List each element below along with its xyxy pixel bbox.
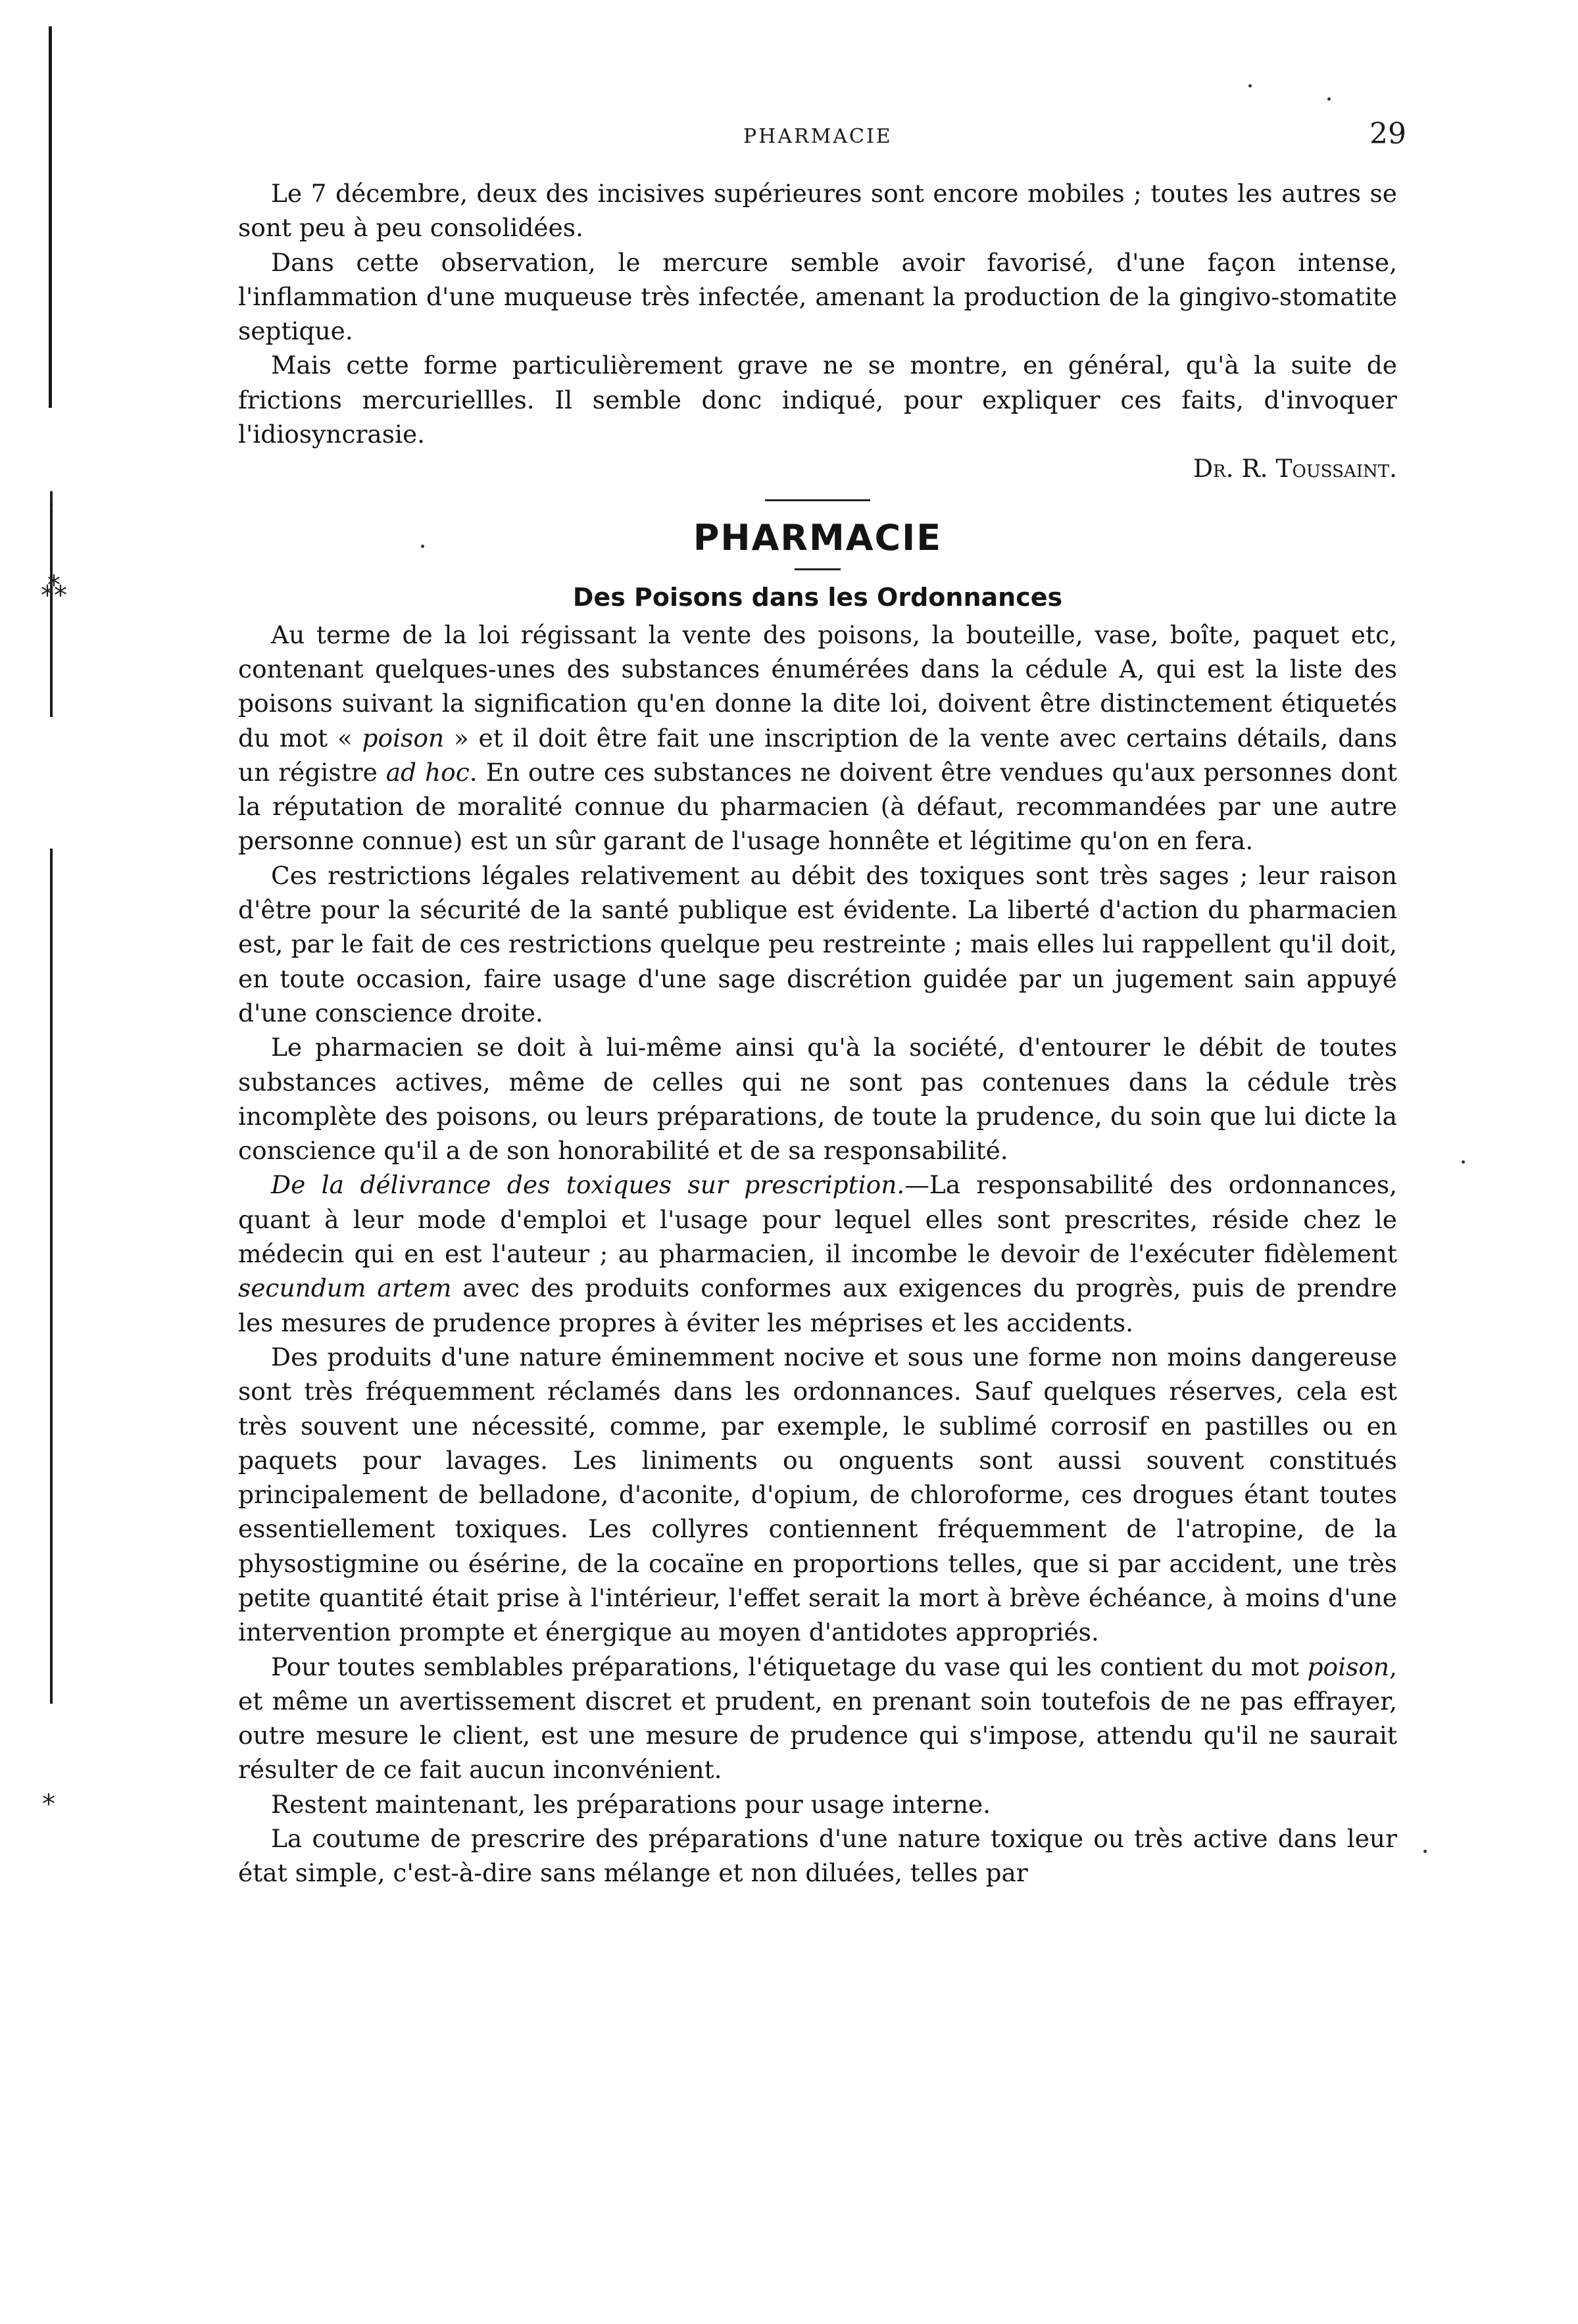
- margin-mark: !: [46, 487, 57, 517]
- title-underline: [795, 568, 841, 570]
- running-head: PHARMACIE: [743, 125, 893, 148]
- paragraph: La coutume de prescrire des préparations d'une nature toxique ou très active dans leur état simple, c'est-à-dire sans mélange et non diluées, telles par: [238, 1824, 1397, 1888]
- paragraph: Restent maintenant, les préparations pour usage interne.: [271, 1789, 991, 1819]
- binding-edge-line: [50, 849, 53, 1704]
- text-column: [238, 176, 1397, 1891]
- paragraph: Le 7 décembre, deux des incisives supérieures sont encore mobiles ; toutes les autres se sont peu à peu consolidées.: [238, 179, 1397, 243]
- section-title: PHARMACIE: [693, 516, 943, 558]
- author-signature: Dr. R. Toussaint.: [1193, 454, 1397, 483]
- binding-edge-line: [49, 26, 52, 408]
- speck: [1423, 1850, 1427, 1853]
- section-divider: [765, 499, 870, 501]
- paragraph: Dans cette observation, le mercure semble avoir favorisé, d'une façon intense, l'inflammation d'une muqueuse très infectée, amenant la production de la gingivo-stomatite septique.: [238, 247, 1397, 346]
- inline-heading: De la délivrance des toxiques sur prescription.: [271, 1170, 905, 1200]
- paragraph: De la délivrance des toxiques sur prescription.—La responsabilité des ordonnances, quant à leur mode d'emploi et l'usage pour lequel elles sont prescrites, réside chez le médecin qui en est l'auteur ; au pharmacien, il incombe le devoir de l'exécuter fidèlement secundum artem avec des produits conformes aux exigences du progrès, puis de prendre les mesures de prudence propres à éviter les méprises et les accidents.: [238, 1170, 1397, 1337]
- margin-mark: ⁂: [41, 572, 67, 603]
- margin-mark: *: [42, 1789, 55, 1819]
- paragraph: Au terme de la loi régissant la vente des poisons, la bouteille, vase, boîte, paquet etc, contenant quelques-unes des substances énumérées dans la cédule A, qui est la liste des poisons suivant la signification qu'en donne la dite loi, doivent être distinctement étiquetés du mot « poison » et il doit être fait une inscription de la vente avec certains détails, dans un régistre ad hoc. En outre ces substances ne doivent être vendues qu'aux personnes dont la réputation de moralité connue du pharmacien (à défaut, recommandées par une autre personne connue) est un sûr garant de l'usage honnête et légitime qu'on en fera.: [238, 620, 1398, 856]
- speck: [1462, 1160, 1465, 1164]
- paragraph: Ces restrictions légales relativement au débit des toxiques sont très sages ; leur raison d'être pour la sécurité de la santé publique est évidente. La liberté d'action du pharmacien est, par le fait de ces restrictions quelque peu restreinte ; mais elles lui rappellent qu'il doit, en toute occasion, faire usage d'une sage discrétion guidée par un jugement sain appuyé d'une conscience droite.: [238, 860, 1397, 1027]
- paragraph: Le pharmacien se doit à lui-même ainsi qu'à la société, d'entourer le débit de toutes substances actives, même de celles qui ne sont pas contenues dans la cédule très incomplète des poisons, ou leurs préparations, de toute la prudence, du soin que lui dicte la conscience qu'il a de son honorabilité et de sa responsabilité.: [238, 1033, 1397, 1166]
- signature-line: [238, 451, 1397, 485]
- page-number: 29: [1369, 117, 1406, 151]
- paragraph: Des produits d'une nature éminemment nocive et sous une forme non moins dangereuse sont très fréquemment réclamés dans les ordonnances. Sauf quelques réserves, cela est très souvent une nécessité, comme, par exemple, le sublimé corrosif en pastilles ou en paquets pour lavages. Les liniments ou onguents sont aussi souvent constitués principalement de belladone, d'aconite, d'opium, de chloroforme, ces drogues étant toutes essentiellement toxiques. Les collyres contiennent fréquemment de l'atropine, de la physostigmine ou ésérine, de la cocaïne en proportions telles, que si par accident, une très petite quantité était prise à l'intérieur, l'effet serait la mort à brève échéance, à moins d'une intervention prompte et énergique au moyen d'antidotes appropriés.: [238, 1342, 1397, 1647]
- binding-edge-line: [50, 500, 53, 717]
- article-title: Des Poisons dans les Ordonnances: [572, 582, 1063, 612]
- speck: [1248, 84, 1252, 87]
- paragraph: Mais cette forme particulièrement grave ne se montre, en général, qu'à la suite de frictions mercuriellles. Il semble donc indiqué, pour expliquer ces faits, d'invoquer l'idiosyncrasie.: [238, 351, 1397, 449]
- paragraph: Pour toutes semblables préparations, l'étiquetage du vase qui les contient du mot poison, et même un avertissement discret et prudent, en prenant soin toutefois de ne pas effrayer, outre mesure le client, est une mesure de prudence qui s'impose, attendu qu'il ne saurait résulter de ce fait aucun inconvénient.: [238, 1652, 1397, 1785]
- speck: [1327, 97, 1331, 101]
